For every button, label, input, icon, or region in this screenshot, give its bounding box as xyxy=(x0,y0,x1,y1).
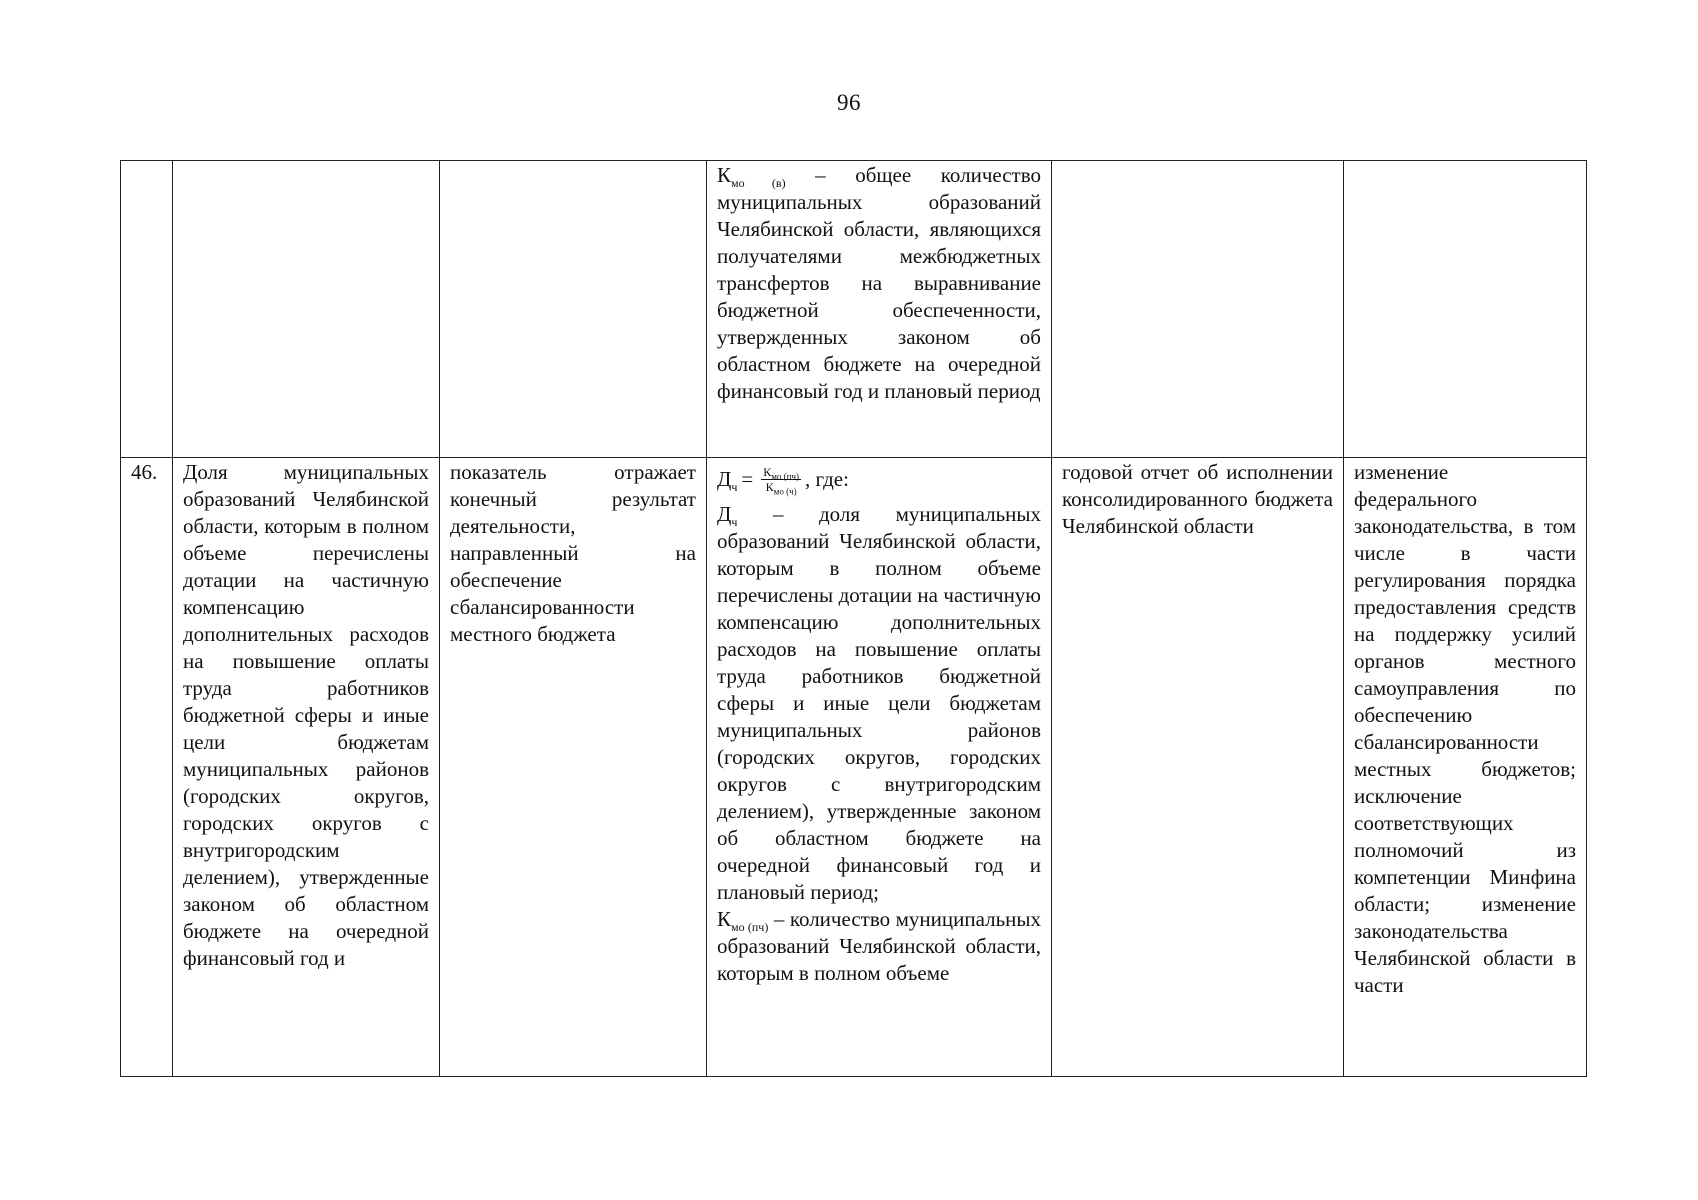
method-definition-kmo-v: $К_{мо (в)}$ – общее количество муниципальных образований Челябинской области, являющихся получателями межбюджетных трансфертов на выравнивание бюджетной обеспеченности, утвержденных законом об областном бюджете на очередной финансовый год и плановый период xyxy=(717,163,1041,403)
calculation-method xyxy=(707,458,1052,1077)
table-cell-indicator xyxy=(173,161,440,458)
definition-kmo-pch: $К_{мо (пч)}$ – количество муниципальных образований Челябинской области, которым в полном объеме xyxy=(717,907,1041,985)
table-row xyxy=(121,161,1587,458)
table-cell-factors xyxy=(1344,161,1587,458)
formula-numerator: $К_{мо (пч)}$ xyxy=(763,464,800,481)
row-number: 46. xyxy=(121,458,173,1077)
data-source: годовой отчет об исполнении консолидированного бюджета Челябинской области xyxy=(1052,458,1344,1077)
formula-suffix: , где: xyxy=(805,466,849,491)
table-cell-source xyxy=(1052,161,1344,458)
table-cell-description xyxy=(440,161,707,458)
table-cell-method xyxy=(707,161,1052,458)
page-number: 96 xyxy=(837,90,861,115)
indicator-name: Доля муниципальных образований Челябинской области, которым в полном объеме перечислены дотации на частичную компенсацию дополнительных расходов на повышение оплаты труда работников бюджетной сферы и иные цели бюджетам муниципальных районов (городских округов, городских округов с внутригородским делением), утвержденные законом об областном бюджете на очередной финансовый год и xyxy=(173,458,440,1077)
formula xyxy=(717,459,1041,499)
indicator-table xyxy=(120,160,1587,1077)
table-cell-number xyxy=(121,161,173,458)
formula-lhs: $Д_ч$ xyxy=(717,466,738,494)
indicator-description: показатель отражает конечный результат деятельности, направленный на обеспечение сбалансированности местного бюджета xyxy=(440,458,707,1077)
definition-dch: $Д_ч$ – доля муниципальных образований Челябинской области, которым в полном объеме перечислены дотации на частичную компенсацию дополнительных расходов на повышение оплаты труда работников бюджетной сферы и иные цели бюджетам муниципальных районов (городских округов, городских округов с внутригородским делением), утвержденные законом об областном бюджете на очередной финансовый год и плановый период; xyxy=(717,502,1041,904)
formula-denominator: $К_{мо (ч)}$ xyxy=(765,479,797,496)
table-row xyxy=(121,458,1587,1077)
formula-fraction xyxy=(761,465,801,494)
formula-equals: = xyxy=(741,466,754,491)
risk-factors: изменение федерального законодательства, в том числе в части регулирования порядка предоставления средств на поддержку усилий органов местного самоуправления по обеспечению сбалансированности местных бюджетов; исключение соответствующих полномочий из компетенции Минфина области; изменение законодательства Челябинской области в части xyxy=(1344,458,1587,1077)
